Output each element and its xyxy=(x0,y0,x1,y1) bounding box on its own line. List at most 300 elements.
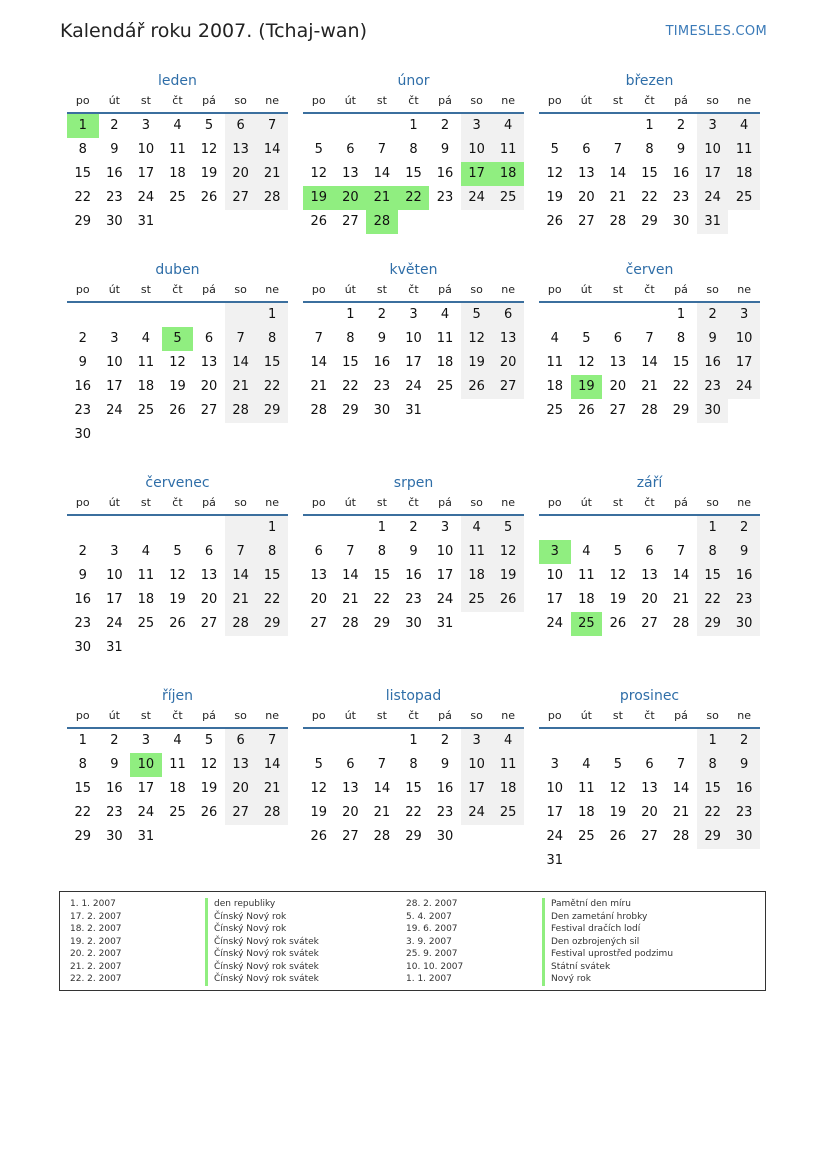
day-cell: 7 xyxy=(377,142,387,157)
month-březen xyxy=(539,70,760,234)
day-cell: 6 xyxy=(613,331,623,346)
empty-cell xyxy=(162,516,194,540)
day-cell: 18 xyxy=(492,777,524,801)
day-cell: 11 xyxy=(578,568,595,583)
day-cell: 13 xyxy=(492,327,524,351)
holiday-legend xyxy=(59,891,766,991)
day-cell: 4 xyxy=(173,733,182,748)
day-cell: 30 xyxy=(436,829,454,844)
day-cell: 31 xyxy=(697,210,729,234)
day-cell: 19 xyxy=(169,379,186,394)
day-cell: 25 xyxy=(546,403,564,418)
day-cell: 14 xyxy=(256,138,288,162)
holiday-day-cell: 10 xyxy=(130,753,162,777)
weekday-header xyxy=(539,494,760,516)
day-cell: 26 xyxy=(546,214,564,229)
holiday-day-cell: 5 xyxy=(162,327,194,351)
day-cell: 15 xyxy=(697,777,729,801)
day-cell: 27 xyxy=(342,829,359,844)
day-cell: 8 xyxy=(697,753,729,777)
day-cell: 3 xyxy=(461,729,493,753)
day-cell: 26 xyxy=(169,616,186,631)
day-cell: 18 xyxy=(578,805,595,820)
day-cell: 4 xyxy=(141,331,151,346)
day-cell: 15 xyxy=(373,568,391,583)
holiday-day-cell: 25 xyxy=(571,612,603,636)
day-cell: 8 xyxy=(645,142,654,157)
day-cell: 11 xyxy=(169,142,186,157)
day-cell: 26 xyxy=(200,805,218,820)
legend-date: 5. 4. 2007 xyxy=(406,911,452,922)
day-cell: 24 xyxy=(436,592,454,607)
day-cell: 7 xyxy=(676,757,686,772)
month-únor xyxy=(303,70,524,234)
day-cell: 19 xyxy=(546,190,564,205)
day-grid xyxy=(303,729,524,849)
day-cell: 4 xyxy=(582,544,591,559)
day-cell: 3 xyxy=(141,733,151,748)
day-cell: 23 xyxy=(728,801,760,825)
day-cell: 16 xyxy=(106,166,123,181)
day-cell: 19 xyxy=(609,592,627,607)
day-cell: 3 xyxy=(141,118,151,133)
holiday-day-cell: 20 xyxy=(335,186,367,210)
weekday-label: út xyxy=(344,94,356,107)
day-cell: 13 xyxy=(200,355,218,370)
weekday-label: út xyxy=(344,496,356,509)
day-cell: 26 xyxy=(310,214,328,229)
day-cell: 4 xyxy=(492,114,524,138)
day-cell: 29 xyxy=(697,825,729,849)
day-cell: 23 xyxy=(74,616,92,631)
day-cell: 22 xyxy=(256,588,288,612)
weekday-label: po xyxy=(75,94,90,107)
day-cell: 1 xyxy=(256,516,288,540)
day-cell: 9 xyxy=(676,142,686,157)
day-cell: 22 xyxy=(373,592,391,607)
page-title: Kalendář roku 2007. (Tchaj-wan) xyxy=(60,20,367,42)
day-cell: 25 xyxy=(461,588,493,612)
day-cell: 29 xyxy=(74,214,92,229)
day-cell: 18 xyxy=(436,355,454,370)
day-cell: 9 xyxy=(110,142,119,157)
day-cell: 17 xyxy=(697,162,729,186)
day-cell: 25 xyxy=(492,186,524,210)
weekday-label: čt xyxy=(408,709,419,722)
weekday-label: po xyxy=(311,283,326,296)
day-cell: 6 xyxy=(204,544,214,559)
day-cell: 27 xyxy=(225,186,257,210)
day-cell: 7 xyxy=(225,540,257,564)
legend-date: 1. 1. 2007 xyxy=(70,899,116,909)
month-leden xyxy=(67,70,288,234)
empty-cell xyxy=(571,303,603,327)
legend-date-column xyxy=(406,898,463,986)
day-cell: 6 xyxy=(225,114,257,138)
day-cell: 18 xyxy=(461,564,493,588)
month-květen xyxy=(303,259,524,423)
day-cell: 4 xyxy=(461,516,493,540)
day-cell: 17 xyxy=(137,166,155,181)
weekday-label: po xyxy=(75,283,90,296)
legend-holiday-name: Nový rok xyxy=(542,973,673,986)
day-cell: 16 xyxy=(373,355,391,370)
empty-cell xyxy=(665,516,697,540)
day-cell: 16 xyxy=(436,166,454,181)
day-cell: 1 xyxy=(346,307,355,322)
day-cell: 14 xyxy=(373,781,391,796)
legend-holiday-name: Festival uprostřed podzimu xyxy=(542,948,673,961)
weekday-label: so xyxy=(234,709,247,722)
day-cell: 18 xyxy=(578,592,595,607)
day-cell: 11 xyxy=(169,757,186,772)
weekday-label: st xyxy=(612,283,623,296)
day-cell: 3 xyxy=(110,331,119,346)
day-cell: 15 xyxy=(342,355,359,370)
day-cell: 25 xyxy=(169,190,186,205)
empty-cell xyxy=(67,516,99,540)
weekday-label: st xyxy=(140,283,151,296)
day-cell: 9 xyxy=(440,757,450,772)
weekday-label: po xyxy=(547,709,562,722)
day-grid xyxy=(539,114,760,234)
day-cell: 8 xyxy=(256,327,288,351)
day-cell: 16 xyxy=(106,781,123,796)
weekday-label: ne xyxy=(265,283,280,296)
day-cell: 8 xyxy=(409,757,418,772)
month-name: únor xyxy=(397,73,430,89)
day-cell: 28 xyxy=(310,403,328,418)
day-cell: 22 xyxy=(641,190,658,205)
day-cell: 24 xyxy=(728,375,760,399)
weekday-label: st xyxy=(376,94,387,107)
day-cell: 5 xyxy=(173,544,182,559)
weekday-label: so xyxy=(706,496,719,509)
weekday-label: st xyxy=(612,709,623,722)
day-cell: 1 xyxy=(697,516,729,540)
day-cell: 16 xyxy=(672,166,690,181)
weekday-header xyxy=(67,494,288,516)
day-cell: 28 xyxy=(225,612,257,636)
day-cell: 25 xyxy=(137,403,155,418)
day-cell: 18 xyxy=(137,379,155,394)
weekday-label: pá xyxy=(202,496,216,509)
day-cell: 9 xyxy=(697,327,729,351)
day-cell: 12 xyxy=(609,568,627,583)
weekday-label: st xyxy=(376,496,387,509)
day-cell: 22 xyxy=(672,379,690,394)
day-cell: 5 xyxy=(314,757,323,772)
day-cell: 21 xyxy=(609,190,627,205)
weekday-label: so xyxy=(234,94,247,107)
month-červenec xyxy=(67,472,288,660)
weekday-label: ne xyxy=(501,496,516,509)
day-cell: 17 xyxy=(546,805,564,820)
day-cell: 27 xyxy=(609,403,627,418)
day-cell: 14 xyxy=(373,166,391,181)
day-cell: 4 xyxy=(582,757,591,772)
day-cell: 15 xyxy=(405,166,422,181)
day-grid xyxy=(539,729,760,873)
day-cell: 12 xyxy=(609,781,627,796)
day-cell: 1 xyxy=(697,729,729,753)
empty-cell xyxy=(366,114,398,138)
day-cell: 14 xyxy=(256,753,288,777)
day-cell: 27 xyxy=(492,375,524,399)
weekday-label: pá xyxy=(438,709,452,722)
day-cell: 18 xyxy=(169,166,186,181)
day-cell: 8 xyxy=(78,142,87,157)
empty-cell xyxy=(303,729,335,753)
day-cell: 14 xyxy=(225,351,257,375)
day-cell: 7 xyxy=(256,114,288,138)
day-cell: 11 xyxy=(137,568,155,583)
day-cell: 31 xyxy=(137,829,155,844)
holiday-day-cell: 17 xyxy=(461,162,493,186)
day-grid xyxy=(67,516,288,660)
day-cell: 20 xyxy=(342,805,359,820)
day-cell: 29 xyxy=(342,403,359,418)
weekday-label: čt xyxy=(644,94,655,107)
day-cell: 18 xyxy=(728,162,760,186)
day-cell: 10 xyxy=(436,544,454,559)
day-cell: 28 xyxy=(256,801,288,825)
legend-date: 18. 2. 2007 xyxy=(70,924,122,934)
day-cell: 25 xyxy=(436,379,454,394)
day-cell: 5 xyxy=(550,142,559,157)
weekday-label: so xyxy=(234,283,247,296)
day-cell: 9 xyxy=(409,544,418,559)
day-cell: 27 xyxy=(225,801,257,825)
day-cell: 1 xyxy=(645,118,654,133)
day-cell: 13 xyxy=(641,781,658,796)
day-cell: 9 xyxy=(440,142,450,157)
month-name: červenec xyxy=(145,475,210,491)
day-cell: 28 xyxy=(672,616,690,631)
weekday-label: čt xyxy=(408,496,419,509)
weekday-label: so xyxy=(470,94,483,107)
day-cell: 24 xyxy=(137,190,155,205)
day-cell: 17 xyxy=(728,351,760,375)
empty-cell xyxy=(303,114,335,138)
day-cell: 7 xyxy=(314,331,323,346)
weekday-label: út xyxy=(108,94,120,107)
weekday-label: út xyxy=(580,94,592,107)
day-cell: 19 xyxy=(200,781,218,796)
day-cell: 2 xyxy=(676,118,686,133)
day-cell: 22 xyxy=(405,805,422,820)
day-cell: 6 xyxy=(645,757,654,772)
day-cell: 5 xyxy=(613,544,623,559)
day-cell: 26 xyxy=(609,829,627,844)
legend-holiday-name: Čínský Nový rok svátek xyxy=(205,948,319,961)
day-cell: 14 xyxy=(310,355,328,370)
day-cell: 2 xyxy=(440,118,450,133)
day-cell: 28 xyxy=(225,399,257,423)
day-cell: 13 xyxy=(225,753,257,777)
day-cell: 8 xyxy=(676,331,686,346)
weekday-label: so xyxy=(234,496,247,509)
month-červen xyxy=(539,259,760,423)
day-cell: 21 xyxy=(225,375,257,399)
day-cell: 3 xyxy=(409,307,418,322)
day-cell: 20 xyxy=(225,777,257,801)
weekday-header xyxy=(67,707,288,729)
day-cell: 2 xyxy=(78,544,87,559)
day-cell: 24 xyxy=(106,403,123,418)
day-cell: 16 xyxy=(436,781,454,796)
day-cell: 23 xyxy=(373,379,391,394)
day-cell: 6 xyxy=(582,142,591,157)
legend-holiday-name: Čínský Nový rok svátek xyxy=(205,961,319,974)
weekday-label: ne xyxy=(737,709,752,722)
day-cell: 20 xyxy=(641,805,658,820)
day-cell: 11 xyxy=(492,753,524,777)
weekday-label: čt xyxy=(172,94,183,107)
weekday-label: čt xyxy=(644,283,655,296)
day-cell: 30 xyxy=(74,427,92,442)
day-cell: 4 xyxy=(440,307,450,322)
day-cell: 9 xyxy=(110,757,119,772)
day-cell: 20 xyxy=(641,592,658,607)
day-cell: 12 xyxy=(310,166,328,181)
empty-cell xyxy=(634,303,666,327)
day-cell: 16 xyxy=(405,568,422,583)
day-cell: 16 xyxy=(728,564,760,588)
weekday-label: pá xyxy=(438,94,452,107)
empty-cell xyxy=(193,303,225,327)
day-cell: 13 xyxy=(342,781,359,796)
empty-cell xyxy=(571,729,603,753)
day-grid xyxy=(303,114,524,234)
day-cell: 5 xyxy=(582,331,591,346)
weekday-label: st xyxy=(612,94,623,107)
legend-date: 17. 2. 2007 xyxy=(70,911,122,922)
day-cell: 3 xyxy=(697,114,729,138)
weekday-label: ne xyxy=(737,496,752,509)
weekday-header xyxy=(303,707,524,729)
weekday-header xyxy=(303,92,524,114)
day-cell: 30 xyxy=(106,214,123,229)
day-cell: 5 xyxy=(204,733,214,748)
day-cell: 14 xyxy=(609,166,627,181)
day-cell: 22 xyxy=(342,379,359,394)
weekday-header xyxy=(539,281,760,303)
day-cell: 15 xyxy=(256,564,288,588)
weekday-label: po xyxy=(547,94,562,107)
empty-cell xyxy=(602,729,634,753)
weekday-label: po xyxy=(547,283,562,296)
day-cell: 3 xyxy=(461,114,493,138)
day-cell: 2 xyxy=(728,516,760,540)
day-cell: 17 xyxy=(546,592,564,607)
day-cell: 2 xyxy=(110,733,119,748)
day-grid xyxy=(67,729,288,849)
day-cell: 20 xyxy=(200,592,218,607)
site-link[interactable]: TIMESLES.COM xyxy=(665,24,767,39)
day-cell: 30 xyxy=(106,829,123,844)
day-cell: 9 xyxy=(728,753,760,777)
day-cell: 19 xyxy=(461,351,493,375)
day-cell: 6 xyxy=(645,544,654,559)
weekday-label: čt xyxy=(172,283,183,296)
day-cell: 10 xyxy=(106,568,123,583)
day-cell: 7 xyxy=(377,757,387,772)
day-cell: 17 xyxy=(106,379,123,394)
day-cell: 27 xyxy=(578,214,595,229)
day-cell: 2 xyxy=(78,331,87,346)
day-cell: 26 xyxy=(461,375,493,399)
day-cell: 9 xyxy=(377,331,387,346)
day-cell: 12 xyxy=(578,355,595,370)
weekday-label: čt xyxy=(172,709,183,722)
weekday-label: st xyxy=(140,709,151,722)
legend-holiday-name: Den zametání hrobky xyxy=(542,911,673,924)
day-cell: 26 xyxy=(310,829,328,844)
weekday-label: út xyxy=(108,496,120,509)
day-cell: 30 xyxy=(728,612,760,636)
weekday-label: st xyxy=(612,496,623,509)
day-cell: 7 xyxy=(346,544,355,559)
day-cell: 11 xyxy=(137,355,155,370)
legend-date: 28. 2. 2007 xyxy=(406,899,458,909)
month-name: září xyxy=(636,475,663,491)
weekday-label: čt xyxy=(408,94,419,107)
day-cell: 10 xyxy=(106,355,123,370)
day-cell: 8 xyxy=(697,540,729,564)
day-cell: 26 xyxy=(200,190,218,205)
legend-date: 20. 2. 2007 xyxy=(70,949,122,959)
empty-cell xyxy=(99,516,131,540)
weekday-label: po xyxy=(75,709,90,722)
empty-cell xyxy=(634,516,666,540)
legend-date-column xyxy=(70,898,122,986)
day-cell: 1 xyxy=(409,733,418,748)
day-cell: 1 xyxy=(377,520,387,535)
weekday-label: so xyxy=(470,496,483,509)
weekday-label: so xyxy=(706,94,719,107)
day-cell: 2 xyxy=(440,733,450,748)
day-cell: 20 xyxy=(225,162,257,186)
day-cell: 27 xyxy=(200,403,218,418)
weekday-label: út xyxy=(108,283,120,296)
day-cell: 6 xyxy=(492,303,524,327)
day-cell: 28 xyxy=(256,186,288,210)
empty-cell xyxy=(571,114,603,138)
weekday-label: po xyxy=(311,496,326,509)
day-cell: 30 xyxy=(672,214,690,229)
legend-holiday-name: den republiky xyxy=(205,898,319,911)
holiday-day-cell: 19 xyxy=(303,186,335,210)
day-cell: 13 xyxy=(609,355,627,370)
empty-cell xyxy=(225,303,257,327)
day-cell: 17 xyxy=(405,355,422,370)
day-cell: 31 xyxy=(106,640,123,655)
day-cell: 30 xyxy=(373,403,391,418)
day-cell: 23 xyxy=(697,375,729,399)
weekday-header xyxy=(539,92,760,114)
day-cell: 23 xyxy=(74,403,92,418)
day-cell: 7 xyxy=(225,327,257,351)
weekday-label: pá xyxy=(438,283,452,296)
legend-holiday-name: Státní svátek xyxy=(542,961,673,974)
day-cell: 11 xyxy=(461,540,493,564)
month-name: srpen xyxy=(393,475,434,491)
month-duben xyxy=(67,259,288,447)
day-cell: 16 xyxy=(697,351,729,375)
day-cell: 6 xyxy=(204,331,214,346)
day-cell: 10 xyxy=(546,781,564,796)
